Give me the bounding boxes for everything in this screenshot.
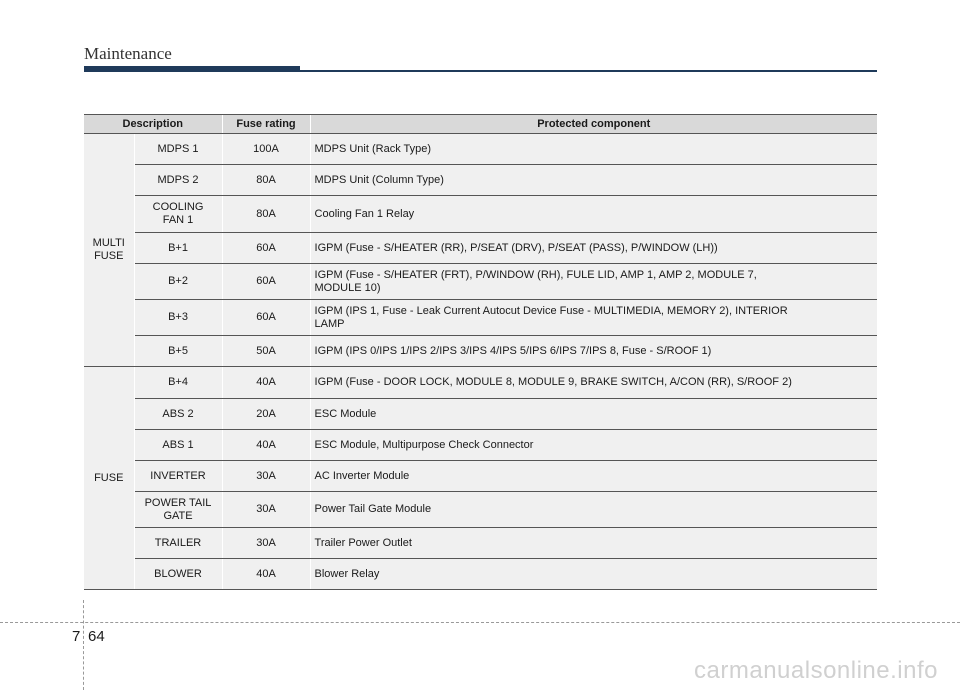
table-row [84, 367, 877, 399]
column-header-fuse-rating: Fuse rating [222, 115, 310, 134]
protected-component: ESC Module [310, 399, 877, 430]
fuse-description: COOLING FAN 1 [134, 196, 222, 233]
fuse-description: BLOWER [134, 559, 222, 590]
protected-component: AC Inverter Module [310, 461, 877, 492]
fuse-rating: 60A [222, 300, 310, 336]
header-rule-thick [84, 66, 300, 72]
fuse-table [84, 114, 877, 590]
fuse-description: MDPS 2 [134, 165, 222, 196]
fuse-rating: 30A [222, 528, 310, 559]
protected-component: IGPM (Fuse - S/HEATER (FRT), P/WINDOW (RH), FULE LID, AMP 1, AMP 2, MODULE 7, MODULE 10) [310, 264, 877, 300]
column-header-description: Description [84, 115, 222, 134]
fuse-rating: 100A [222, 134, 310, 165]
protected-component: MDPS Unit (Rack Type) [310, 134, 877, 165]
fuse-description: ABS 2 [134, 399, 222, 430]
fuse-description: POWER TAIL GATE [134, 492, 222, 528]
table-row [84, 430, 877, 461]
column-header-protected-component: Protected component [310, 115, 877, 134]
table-row [84, 300, 877, 336]
watermark: carmanualsonline.info [694, 657, 938, 684]
protected-component: Power Tail Gate Module [310, 492, 877, 528]
protected-component: Blower Relay [310, 559, 877, 590]
protected-component: Cooling Fan 1 Relay [310, 196, 877, 233]
fuse-rating: 20A [222, 399, 310, 430]
fuse-description: B+4 [134, 367, 222, 399]
fuse-rating: 60A [222, 264, 310, 300]
table-row [84, 461, 877, 492]
fuse-description: TRAILER [134, 528, 222, 559]
table-row [84, 399, 877, 430]
protected-component: IGPM (IPS 1, Fuse - Leak Current Autocut Device Fuse - MULTIMEDIA, MEMORY 2), INTERIOR LAMP [310, 300, 877, 336]
protected-component: IGPM (Fuse - S/HEATER (RR), P/SEAT (DRV), P/SEAT (PASS), P/WINDOW (LH)) [310, 233, 877, 264]
table-row [84, 165, 877, 196]
fuse-rating: 50A [222, 336, 310, 367]
fuse-group-label: MULTI FUSE [84, 134, 134, 367]
protected-component: IGPM (Fuse - DOOR LOCK, MODULE 8, MODULE 9, BRAKE SWITCH, A/CON (RR), S/ROOF 2) [310, 367, 877, 399]
fuse-description: B+3 [134, 300, 222, 336]
fuse-description: B+2 [134, 264, 222, 300]
table-body [84, 134, 877, 590]
page-number: 64 [88, 628, 105, 645]
fuse-rating: 30A [222, 492, 310, 528]
protected-component: ESC Module, Multipurpose Check Connector [310, 430, 877, 461]
page-chapter-number: 7 [72, 628, 81, 645]
fuse-description: MDPS 1 [134, 134, 222, 165]
table-row [84, 233, 877, 264]
footer-vertical-rule [83, 600, 84, 690]
footer-rule [0, 622, 960, 623]
table-row [84, 559, 877, 590]
fuse-description: B+5 [134, 336, 222, 367]
fuse-description: B+1 [134, 233, 222, 264]
table-row [84, 336, 877, 367]
page-header-title: Maintenance [84, 44, 172, 63]
table-row [84, 528, 877, 559]
table-row [84, 196, 877, 233]
table-row [84, 134, 877, 165]
table-header-row [84, 115, 877, 134]
fuse-description: ABS 1 [134, 430, 222, 461]
header-rule-thin [300, 70, 877, 72]
fuse-rating: 80A [222, 196, 310, 233]
fuse-rating: 30A [222, 461, 310, 492]
fuse-rating: 60A [222, 233, 310, 264]
fuse-rating: 40A [222, 367, 310, 399]
table-row [84, 264, 877, 300]
protected-component: Trailer Power Outlet [310, 528, 877, 559]
protected-component: MDPS Unit (Column Type) [310, 165, 877, 196]
fuse-description: INVERTER [134, 461, 222, 492]
protected-component: IGPM (IPS 0/IPS 1/IPS 2/IPS 3/IPS 4/IPS 5/IPS 6/IPS 7/IPS 8, Fuse - S/ROOF 1) [310, 336, 877, 367]
fuse-rating: 40A [222, 559, 310, 590]
fuse-group-label: FUSE [84, 367, 134, 590]
fuse-rating: 40A [222, 430, 310, 461]
table-row [84, 492, 877, 528]
fuse-rating: 80A [222, 165, 310, 196]
